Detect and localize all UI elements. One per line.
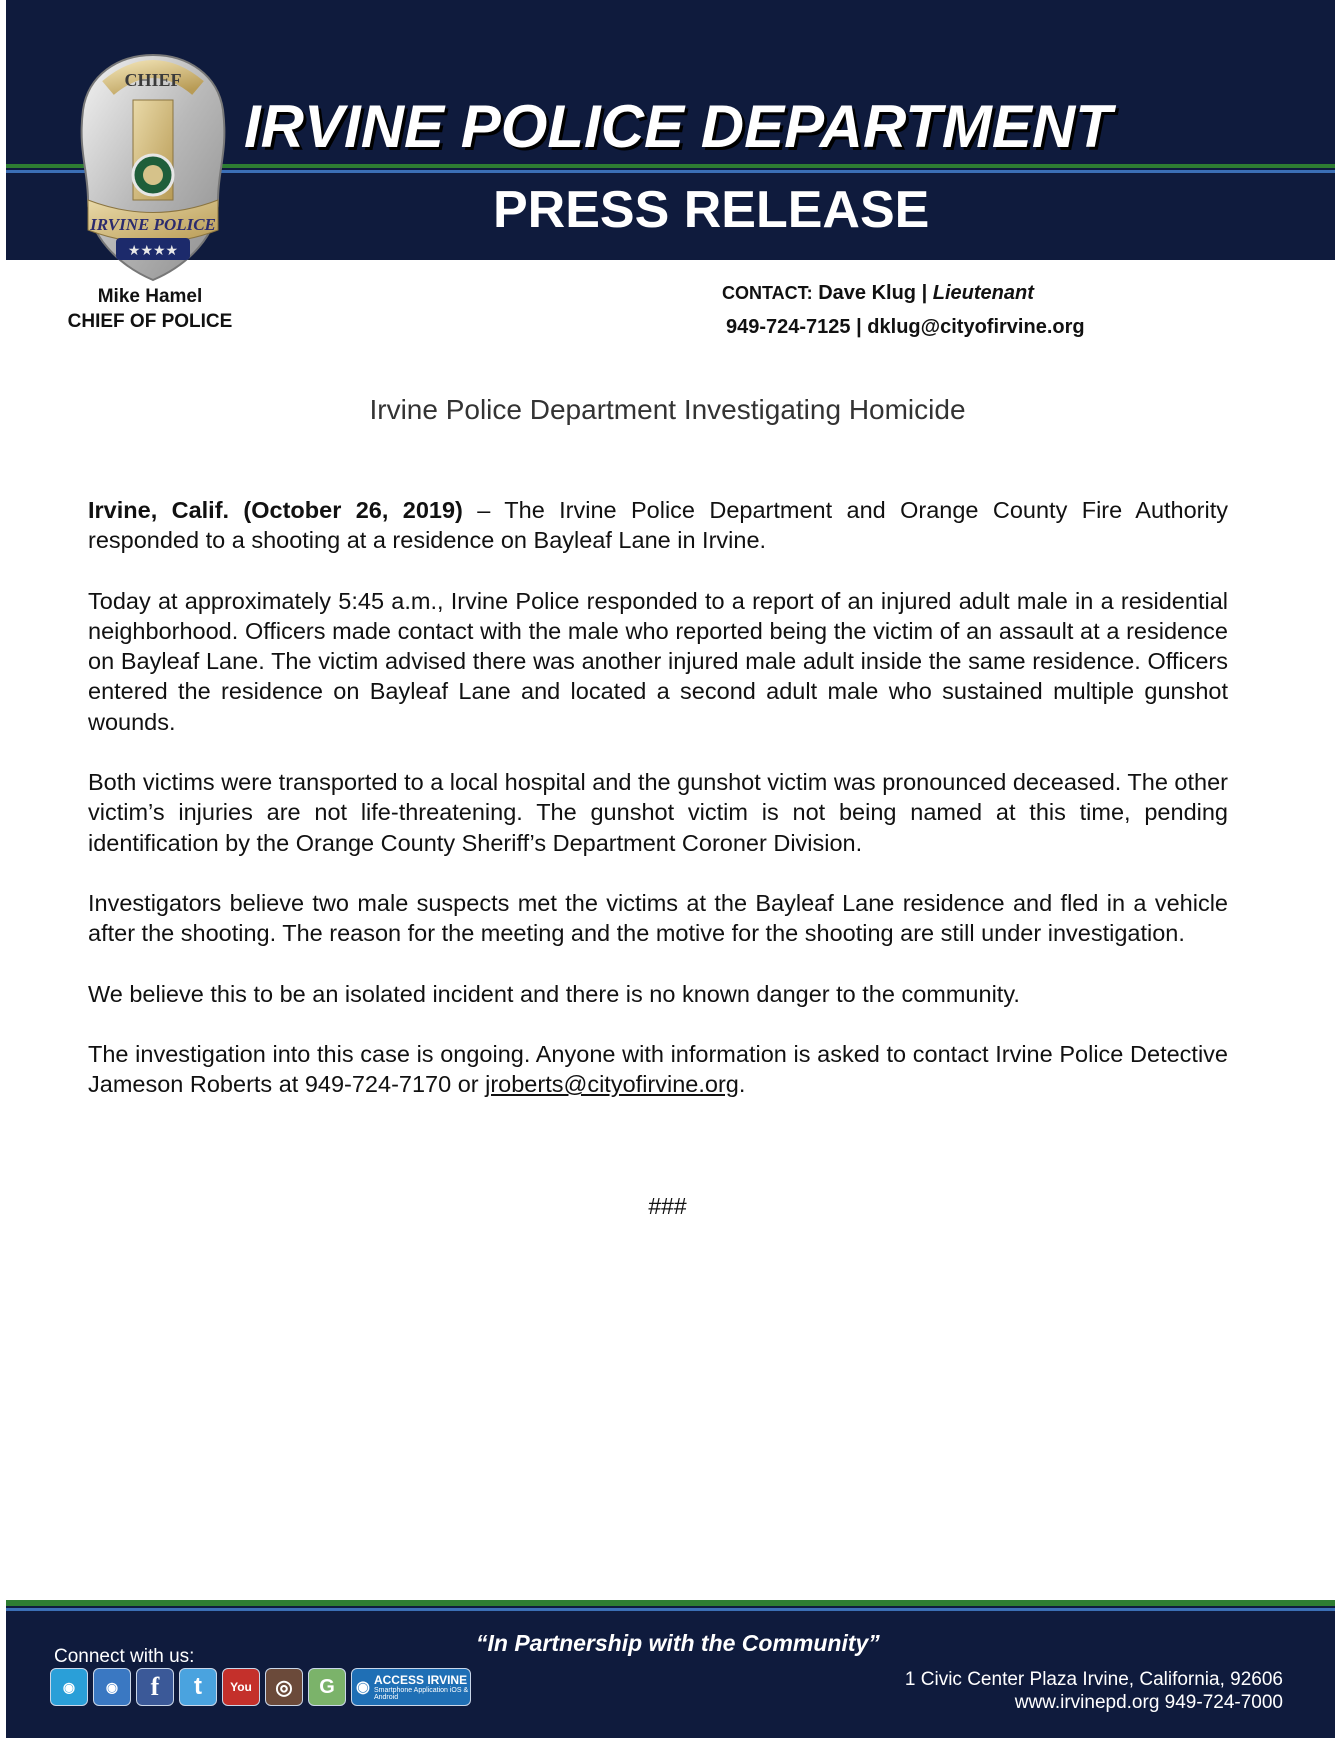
- access-irvine-label: ACCESS IRVINE: [373, 1673, 468, 1687]
- chief-badge-logo: [68, 50, 238, 290]
- dateline: Irvine, Calif. (October 26, 2019): [88, 497, 463, 523]
- paragraph-6-text: The investigation into this case is ongoing. Anyone with information is asked to contact Irvine Police Detective Jameson Roberts at 949-724-7170 or: [88, 1040, 1228, 1098]
- address-line-1: 1 Civic Center Plaza Irvine, California, 92606: [904, 1669, 1283, 1690]
- badge-stars: ★★★★: [127, 243, 179, 259]
- paragraph-1: [88, 495, 1228, 556]
- contact-name: Dave Klug: [818, 282, 917, 304]
- contact-label: CONTACT:: [722, 283, 813, 303]
- paragraph-4: Investigators believe two male suspects met the victims at the Bayleaf Lane residence and fled in a vehicle after the shooting. The reason for the meeting and the motive for the shooting are still under investigation.: [88, 889, 1228, 947]
- twitter-icon[interactable]: t: [179, 1668, 217, 1706]
- contact-separator: |: [921, 282, 928, 304]
- contact-line: [722, 282, 1034, 305]
- access-irvine-icon: ◉: [356, 1679, 370, 1696]
- end-mark: ###: [648, 1193, 687, 1219]
- press-release-headline: Irvine Police Department Investigating Homicide: [369, 394, 966, 425]
- google-maps-icon[interactable]: G: [308, 1668, 346, 1706]
- badge-top-text: CHIEF: [124, 70, 182, 90]
- department-title: IRVINE POLICE DEPARTMENT: [244, 93, 1112, 160]
- footer-blue-stripe: [6, 1608, 1335, 1611]
- footer-tagline: “In Partnership with the Community”: [476, 1630, 880, 1656]
- paragraph-2: Today at approximately 5:45 a.m., Irvine Police responded to a report of an injured adult male in a residential neighborhood. Officers made contact with the male who reported being the victim of an assault at a residence on Bayleaf Lane. The victim advised there was another injured male adult inside the same residence. Officers entered the residence on Bayleaf Lane and located a second adult male who sustained multiple gunshot wounds.: [88, 587, 1228, 735]
- paragraph-1-text: – The Irvine Police Department and Orange County Fire Authority responded to a shooting at a residence on Bayleaf Lane in Irvine.: [88, 497, 1229, 554]
- access-irvine-sub: Smartphone Application iOS & Android: [373, 1687, 469, 1701]
- contact-separator-2: |: [856, 316, 862, 338]
- social-icons: [50, 1668, 471, 1706]
- chief-info: [60, 284, 240, 334]
- eye-icon[interactable]: ◉: [93, 1668, 131, 1706]
- contact-email[interactable]: dklug@cityofirvine.org: [867, 316, 1085, 338]
- footer-address: [905, 1668, 1283, 1714]
- access-irvine-text: [374, 1673, 470, 1701]
- paragraph-6: [88, 1039, 1228, 1100]
- footer-banner: [6, 1600, 1335, 1738]
- footer-green-stripe: [6, 1600, 1335, 1606]
- paragraph-6-end: .: [738, 1071, 746, 1098]
- badge-bottom-text: IRVINE POLICE: [90, 215, 216, 234]
- detective-email-link[interactable]: jroberts@cityofirvine.org: [485, 1071, 739, 1098]
- city-seal-icon[interactable]: ◉: [50, 1668, 88, 1706]
- contact-phone: 949-724-7125: [726, 316, 851, 338]
- access-irvine-button[interactable]: [351, 1668, 471, 1706]
- press-release-body: [88, 495, 1228, 1129]
- youtube-icon[interactable]: You: [222, 1668, 260, 1706]
- address-line-2: www.irvinepd.org 949-724-7000: [1014, 1692, 1283, 1713]
- contact-details: [726, 316, 1085, 339]
- instagram-icon[interactable]: ◎: [265, 1668, 303, 1706]
- connect-label: Connect with us:: [54, 1646, 195, 1667]
- chief-name: Mike Hamel: [97, 286, 203, 307]
- paragraph-5: We believe this to be an isolated incident and there is no known danger to the community.: [88, 980, 1020, 1007]
- contact-title: Lieutenant: [932, 282, 1034, 304]
- chief-title: CHIEF OF POLICE: [67, 311, 233, 332]
- paragraph-3: Both victims were transported to a local hospital and the gunshot victim was pronounced deceased. The other victim’s injuries are not life-threatening. The gunshot victim is not being named at this time, pending identification by the Orange County Sheriff’s Department Coroner Division.: [88, 769, 1228, 856]
- facebook-icon[interactable]: f: [136, 1668, 174, 1706]
- press-release-title: PRESS RELEASE: [493, 181, 930, 239]
